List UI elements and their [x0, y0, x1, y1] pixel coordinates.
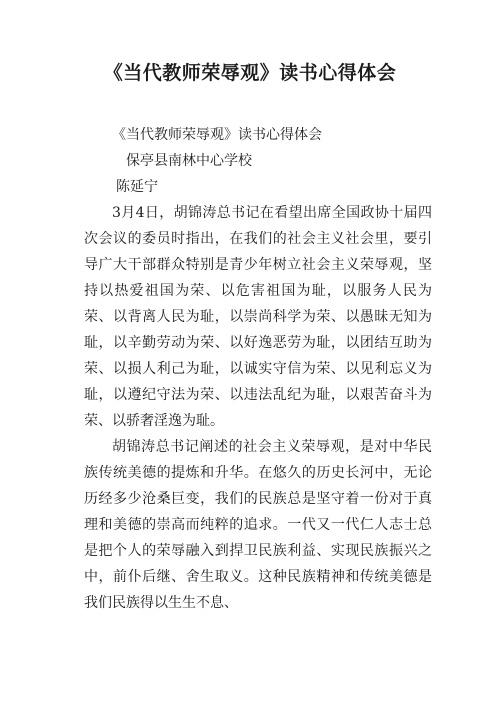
- author-name: 陈延宁: [116, 179, 158, 195]
- document-body: [84, 122, 432, 616]
- paragraph-1: 3月4日，胡锦涛总书记在看望出席全国政协十届四次会议的委员时指出，在我们的社会主义社会里，要引导广大干部群众特别是青少年树立社会主义荣辱观，坚持以热爱祖国为荣、以危害祖国为耻，以服务人民为荣、以背离人民为耻，以崇尚科学为荣、以愚昧无知为耻，以辛勤劳动为荣、以好逸恶劳为耻，以团结互助为荣、以损人利己为耻，以诚实守信为荣、以见利忘义为耻，以遵纪守法为荣、以违法乱纪为耻，以艰苦奋斗为荣、以骄奢淫逸为耻。: [84, 205, 432, 429]
- document-subtitle: 《当代教师荣辱观》读书心得体会: [112, 127, 322, 143]
- paragraph-2: 胡锦涛总书记阐述的社会主义荣辱观，是对中华民族传统美德的提炼和升华。在悠久的历史长河中，无论历经多少沧桑巨变，我们的民族总是坚守着一份对于真理和美德的崇高而纯粹的追求。一代又一代仁人志士总是把个人的荣辱融入到捍卫民族利益、实现民族振兴之中，前仆后继、舍生取义。这种民族精神和传统美德是我们民族得以生生不息、: [84, 439, 432, 611]
- document-title: 《当代教师荣辱观》读书心得体会: [103, 62, 397, 84]
- school-name: 保亭县南林中心学校: [126, 153, 252, 169]
